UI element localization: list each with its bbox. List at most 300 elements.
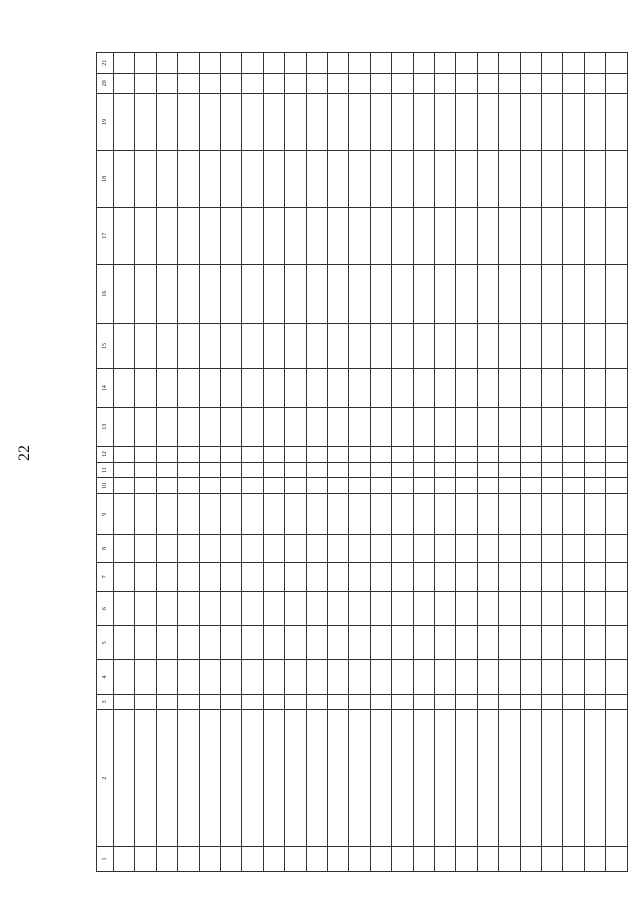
table-cell: [327, 446, 348, 462]
table-cell: [413, 494, 434, 535]
table-cell: [499, 710, 520, 847]
column-number-row: [97, 53, 114, 872]
table-cell: [584, 407, 605, 446]
table-cell: [327, 150, 348, 207]
table-cell: [156, 494, 177, 535]
table-cell: [413, 462, 434, 478]
table-cell: [456, 207, 477, 264]
table-cell: [542, 535, 563, 562]
table-cell: [113, 150, 134, 207]
table-cell: [327, 207, 348, 264]
table-cell: [156, 626, 177, 660]
table-cell: [242, 150, 263, 207]
table-cell: [542, 369, 563, 408]
table-cell: [520, 94, 541, 151]
table-cell: [199, 592, 220, 626]
table-cell: [327, 73, 348, 93]
table-cell: [199, 694, 220, 710]
table-cell: [370, 694, 391, 710]
table-row: [220, 53, 241, 872]
column-number: 13: [97, 407, 114, 446]
table-cell: [306, 207, 327, 264]
table-cell: [349, 535, 370, 562]
table-cell: [413, 407, 434, 446]
table-cell: [220, 626, 241, 660]
table-cell: [135, 369, 156, 408]
table-cell: [349, 592, 370, 626]
table-cell: [156, 592, 177, 626]
table-cell: [220, 53, 241, 74]
table-cell: [135, 846, 156, 871]
table-cell: [285, 694, 306, 710]
table-cell: [370, 660, 391, 694]
table-cell: [242, 446, 263, 462]
table-cell: [306, 660, 327, 694]
table-cell: [413, 207, 434, 264]
table-cell: [220, 323, 241, 369]
column-number: 17: [97, 207, 114, 264]
table-cell: [584, 462, 605, 478]
table-cell: [606, 694, 628, 710]
table-cell: [156, 562, 177, 592]
table-cell: [370, 494, 391, 535]
table-cell: [413, 94, 434, 151]
table-cell: [370, 264, 391, 323]
table-cell: [435, 446, 456, 462]
table-cell: [242, 710, 263, 847]
table-cell: [178, 710, 199, 847]
table-cell: [285, 494, 306, 535]
table-cell: [135, 407, 156, 446]
table-cell: [178, 592, 199, 626]
table-cell: [220, 407, 241, 446]
table-cell: [520, 323, 541, 369]
table-cell: [606, 626, 628, 660]
table-cell: [349, 264, 370, 323]
table-cell: [178, 369, 199, 408]
table-cell: [435, 73, 456, 93]
table-row: [499, 53, 520, 872]
table-cell: [263, 462, 284, 478]
page-number: 22: [16, 444, 33, 461]
table-cell: [499, 369, 520, 408]
table-cell: [477, 446, 498, 462]
table-cell: [156, 462, 177, 478]
table-cell: [349, 626, 370, 660]
table-cell: [392, 150, 413, 207]
table-cell: [606, 264, 628, 323]
table-cell: [113, 207, 134, 264]
table-cell: [392, 710, 413, 847]
table-cell: [178, 94, 199, 151]
table-cell: [584, 592, 605, 626]
table-cell: [370, 150, 391, 207]
table-row: [178, 53, 199, 872]
table-cell: [606, 407, 628, 446]
table-row: [542, 53, 563, 872]
table-cell: [178, 73, 199, 93]
table-cell: [456, 369, 477, 408]
table-row: [156, 53, 177, 872]
table-cell: [435, 535, 456, 562]
table-cell: [178, 694, 199, 710]
table-cell: [199, 407, 220, 446]
table-cell: [306, 592, 327, 626]
table-cell: [199, 535, 220, 562]
table-cell: [242, 94, 263, 151]
table-cell: [242, 494, 263, 535]
table-cell: [499, 94, 520, 151]
table-cell: [563, 446, 584, 462]
table-cell: [220, 150, 241, 207]
table-cell: [113, 73, 134, 93]
table-cell: [392, 369, 413, 408]
table-cell: [156, 73, 177, 93]
table-cell: [413, 53, 434, 74]
table-cell: [413, 323, 434, 369]
table-row: [370, 53, 391, 872]
table-cell: [220, 446, 241, 462]
table-cell: [306, 535, 327, 562]
table-cell: [606, 207, 628, 264]
table-cell: [413, 73, 434, 93]
table-cell: [456, 94, 477, 151]
table-cell: [242, 660, 263, 694]
table-cell: [563, 592, 584, 626]
table-cell: [306, 478, 327, 494]
table-cell: [156, 694, 177, 710]
table-cell: [327, 323, 348, 369]
table-cell: [135, 94, 156, 151]
table-cell: [156, 369, 177, 408]
column-number: 20: [97, 73, 114, 93]
table-cell: [477, 150, 498, 207]
table-cell: [499, 264, 520, 323]
table-cell: [285, 94, 306, 151]
table-cell: [520, 407, 541, 446]
table-cell: [263, 407, 284, 446]
table-cell: [242, 407, 263, 446]
table-cell: [242, 562, 263, 592]
table-cell: [135, 694, 156, 710]
table-cell: [370, 446, 391, 462]
table-cell: [606, 446, 628, 462]
table-cell: [220, 94, 241, 151]
table-cell: [370, 207, 391, 264]
table-cell: [563, 53, 584, 74]
column-number: 19: [97, 94, 114, 151]
table-cell: [456, 562, 477, 592]
housing-registry-table: [96, 52, 628, 872]
table-cell: [349, 710, 370, 847]
table-cell: [435, 846, 456, 871]
table-cell: [477, 264, 498, 323]
table-cell: [499, 694, 520, 710]
table-row: [606, 53, 628, 872]
table-cell: [156, 264, 177, 323]
column-number: 9: [97, 494, 114, 535]
table-cell: [113, 323, 134, 369]
table-cell: [520, 592, 541, 626]
table-cell: [520, 694, 541, 710]
table-cell: [156, 207, 177, 264]
table-cell: [499, 478, 520, 494]
table-cell: [435, 407, 456, 446]
table-cell: [370, 323, 391, 369]
table-cell: [606, 846, 628, 871]
table-cell: [413, 626, 434, 660]
table-cell: [199, 94, 220, 151]
table-cell: [584, 478, 605, 494]
table-cell: [392, 592, 413, 626]
table-cell: [285, 846, 306, 871]
table-cell: [456, 478, 477, 494]
table-cell: [285, 462, 306, 478]
table-row: [199, 53, 220, 872]
table-row: [242, 53, 263, 872]
table-row: [413, 53, 434, 872]
table-cell: [435, 592, 456, 626]
table-cell: [413, 264, 434, 323]
table-cell: [392, 478, 413, 494]
table-cell: [542, 207, 563, 264]
table-cell: [178, 494, 199, 535]
table-row: [285, 53, 306, 872]
table-cell: [542, 494, 563, 535]
table-cell: [392, 73, 413, 93]
table-cell: [370, 592, 391, 626]
table-cell: [584, 494, 605, 535]
table-cell: [178, 446, 199, 462]
table-cell: [520, 462, 541, 478]
table-cell: [135, 494, 156, 535]
table-cell: [477, 562, 498, 592]
table-cell: [435, 323, 456, 369]
table-cell: [520, 710, 541, 847]
table-cell: [113, 846, 134, 871]
table-cell: [349, 494, 370, 535]
table-row: [263, 53, 284, 872]
table-cell: [499, 592, 520, 626]
table-cell: [306, 407, 327, 446]
table-cell: [520, 660, 541, 694]
table-cell: [499, 562, 520, 592]
table-cell: [135, 207, 156, 264]
table-cell: [178, 207, 199, 264]
table-cell: [178, 264, 199, 323]
table-cell: [584, 73, 605, 93]
table-cell: [178, 462, 199, 478]
table-cell: [542, 846, 563, 871]
table-cell: [113, 446, 134, 462]
table-cell: [156, 53, 177, 74]
table-cell: [113, 626, 134, 660]
table-cell: [156, 846, 177, 871]
table-cell: [135, 150, 156, 207]
table-cell: [520, 446, 541, 462]
table-cell: [285, 323, 306, 369]
table-cell: [499, 535, 520, 562]
table-cell: [285, 407, 306, 446]
table-cell: [563, 73, 584, 93]
column-number: 14: [97, 369, 114, 408]
table-cell: [242, 323, 263, 369]
table-cell: [135, 535, 156, 562]
table-cell: [606, 53, 628, 74]
table-cell: [327, 694, 348, 710]
table-cell: [499, 407, 520, 446]
table-cell: [306, 369, 327, 408]
table-cell: [135, 478, 156, 494]
table-cell: [242, 53, 263, 74]
table-row: [435, 53, 456, 872]
table-cell: [199, 369, 220, 408]
table-cell: [499, 494, 520, 535]
table-cell: [199, 562, 220, 592]
table-cell: [370, 94, 391, 151]
table-cell: [563, 264, 584, 323]
table-cell: [349, 73, 370, 93]
table-cell: [413, 369, 434, 408]
table-cell: [135, 660, 156, 694]
table-row: [349, 53, 370, 872]
table-cell: [199, 710, 220, 847]
table-cell: [135, 446, 156, 462]
table-cell: [563, 846, 584, 871]
table-cell: [327, 407, 348, 446]
table-frame: [96, 52, 628, 872]
table-cell: [263, 694, 284, 710]
table-cell: [413, 710, 434, 847]
table-cell: [456, 264, 477, 323]
table-cell: [584, 562, 605, 592]
table-cell: [477, 710, 498, 847]
table-cell: [499, 446, 520, 462]
table-cell: [520, 846, 541, 871]
table-cell: [199, 462, 220, 478]
table-cell: [542, 407, 563, 446]
table-cell: [135, 592, 156, 626]
table-cell: [327, 562, 348, 592]
table-cell: [413, 694, 434, 710]
table-cell: [499, 462, 520, 478]
table-cell: [584, 264, 605, 323]
table-cell: [242, 73, 263, 93]
table-cell: [263, 369, 284, 408]
table-cell: [113, 660, 134, 694]
table-cell: [606, 494, 628, 535]
table-cell: [220, 73, 241, 93]
table-cell: [220, 369, 241, 408]
table-cell: [499, 660, 520, 694]
table-cell: [113, 407, 134, 446]
table-cell: [413, 535, 434, 562]
table-cell: [263, 150, 284, 207]
column-number: 21: [97, 53, 114, 74]
table-cell: [435, 660, 456, 694]
column-number: 7: [97, 562, 114, 592]
table-cell: [199, 446, 220, 462]
table-cell: [263, 207, 284, 264]
table-cell: [584, 207, 605, 264]
table-cell: [584, 323, 605, 369]
table-cell: [477, 478, 498, 494]
table-cell: [156, 660, 177, 694]
table-cell: [349, 94, 370, 151]
table-cell: [584, 710, 605, 847]
table-cell: [349, 207, 370, 264]
table-cell: [135, 264, 156, 323]
table-cell: [392, 446, 413, 462]
table-cell: [113, 494, 134, 535]
table-cell: [563, 660, 584, 694]
table-cell: [242, 478, 263, 494]
table-cell: [413, 592, 434, 626]
table-row: [327, 53, 348, 872]
table-cell: [370, 478, 391, 494]
table-cell: [327, 478, 348, 494]
table-cell: [242, 535, 263, 562]
column-number: 4: [97, 660, 114, 694]
column-number: 3: [97, 694, 114, 710]
table-cell: [435, 53, 456, 74]
table-cell: [263, 710, 284, 847]
table-cell: [392, 846, 413, 871]
table-cell: [392, 626, 413, 660]
table-cell: [542, 73, 563, 93]
column-number: 16: [97, 264, 114, 323]
table-cell: [263, 494, 284, 535]
table-cell: [456, 660, 477, 694]
table-cell: [584, 53, 605, 74]
table-cell: [285, 73, 306, 93]
table-cell: [435, 150, 456, 207]
table-row: [563, 53, 584, 872]
table-cell: [349, 53, 370, 74]
table-cell: [563, 407, 584, 446]
table-cell: [392, 94, 413, 151]
table-cell: [456, 53, 477, 74]
table-cell: [584, 369, 605, 408]
table-cell: [456, 694, 477, 710]
table-cell: [306, 710, 327, 847]
table-cell: [563, 562, 584, 592]
table-cell: [156, 446, 177, 462]
table-cell: [199, 207, 220, 264]
table-cell: [435, 626, 456, 660]
table-cell: [263, 592, 284, 626]
table-cell: [520, 562, 541, 592]
table-cell: [135, 323, 156, 369]
table-cell: [392, 562, 413, 592]
table-cell: [242, 369, 263, 408]
table-cell: [113, 369, 134, 408]
table-cell: [520, 478, 541, 494]
column-number: 10: [97, 478, 114, 494]
table-cell: [327, 535, 348, 562]
table-cell: [477, 407, 498, 446]
table-cell: [327, 626, 348, 660]
table-cell: [392, 660, 413, 694]
table-cell: [156, 323, 177, 369]
table-cell: [242, 626, 263, 660]
table-cell: [477, 323, 498, 369]
table-row: [306, 53, 327, 872]
table-cell: [306, 462, 327, 478]
table-cell: [584, 94, 605, 151]
table-cell: [392, 535, 413, 562]
table-cell: [563, 369, 584, 408]
